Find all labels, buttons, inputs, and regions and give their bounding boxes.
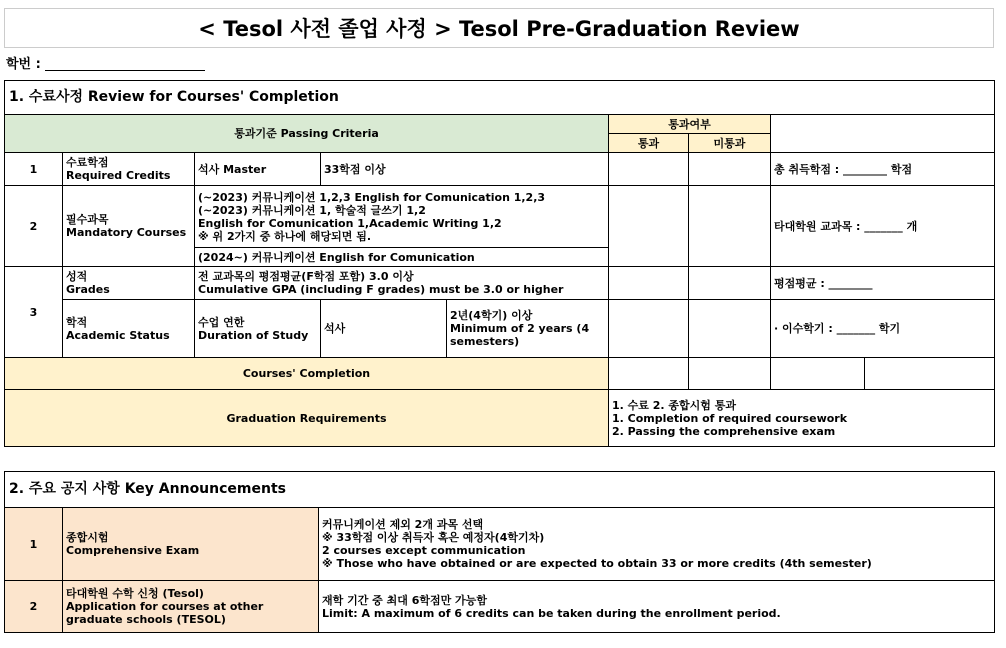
header-blank (771, 115, 995, 153)
completion-blank-1 (771, 358, 865, 390)
application-line1: 재학 기간 중 최대 6학점만 가능함 (322, 593, 487, 607)
gpa-line2: Cumulative GPA (including F grades) must be 3.0 or higher (198, 283, 564, 296)
other-school-application-en: Application for courses at other graduate schools (TESOL) (66, 600, 264, 626)
page-title: < Tesol 사전 졸업 사정 > Tesol Pre-Graduation Review (4, 8, 994, 48)
row3a-pass-cell[interactable] (609, 267, 689, 300)
student-id-label: 학번 : (6, 57, 41, 72)
grad-line3: 2. Passing the comprehensive exam (612, 424, 836, 438)
duration-label (195, 300, 321, 358)
academic-status-ko: 학적 (66, 315, 88, 329)
grades-ko: 성적 (66, 270, 88, 283)
minimum-duration (447, 300, 609, 358)
completion-pass-cell[interactable] (609, 358, 689, 390)
student-id-blank[interactable] (45, 58, 205, 71)
mandatory-line4: ※ 위 2가지 중 하나에 해당되면 됨. (198, 229, 372, 243)
mandatory-courses-ko: 필수과목 (66, 213, 109, 226)
academic-status-en: Academic Status (66, 328, 170, 342)
semesters-note: · 이수학기 : _______ 학기 (771, 300, 995, 358)
other-school-application-label (63, 581, 319, 633)
other-school-application-ko: 타대학원 수학 신청 (Tesol) (66, 587, 204, 600)
exam-line3: 2 courses except communication (322, 544, 526, 557)
exam-line2: ※ 33학점 이상 취득자 혹은 예정자(4학기차) (322, 531, 545, 544)
gpa-note: 평점평균 : ________ (771, 267, 995, 300)
row2-pass-cell[interactable] (609, 186, 689, 267)
status-degree: 석사 (321, 300, 447, 358)
required-credits-en: Required Credits (66, 169, 171, 182)
exam-line4: ※ Those who have obtained or are expected to obtain 33 or more credits (4th semester) (322, 557, 872, 570)
master-degree: 석사 Master (195, 153, 321, 186)
row3-number: 3 (5, 267, 63, 358)
academic-status-label (63, 300, 195, 358)
duration-en: Duration of Study (198, 328, 309, 342)
grades-en: Grades (66, 283, 110, 296)
row3a-fail-cell[interactable] (689, 267, 771, 300)
grad-line1: 1. 수료 2. 종합시험 통과 (612, 398, 736, 412)
mandatory-courses-detail (195, 186, 609, 248)
exam-line1: 커뮤니케이션 제외 2개 과목 선택 (322, 518, 484, 531)
min-duration-en: Minimum of 2 years (4 semesters) (450, 322, 590, 348)
min-duration-ko: 2년(4학기) 이상 (450, 309, 533, 322)
fail-column-header: 미통과 (689, 134, 771, 153)
other-school-courses-note: 타대학원 교과목 : _______ 개 (771, 186, 995, 267)
required-credits-ko: 수료학점 (66, 156, 109, 169)
comprehensive-exam-detail (319, 508, 995, 581)
total-credits-note: 총 취득학점 : ________ 학점 (771, 153, 995, 186)
gpa-line1: 전 교과목의 평점평균(F학점 포함) 3.0 이상 (198, 270, 414, 283)
mandatory-courses-en: Mandatory Courses (66, 226, 187, 239)
row3b-pass-cell[interactable] (609, 300, 689, 358)
mandatory-line3: English for Comunication 1,Academic Writing 1,2 (198, 216, 502, 230)
completion-review-table (4, 80, 995, 447)
student-id-field (6, 52, 996, 78)
announcement1-number: 1 (5, 508, 63, 581)
mandatory-line2: (~2023) 커뮤니케이션 1, 학술적 글쓰기 1,2 (198, 203, 426, 217)
row1-fail-cell[interactable] (689, 153, 771, 186)
mandatory-courses-label (63, 186, 195, 267)
pass-column-header: 통과 (609, 134, 689, 153)
grad-line2: 1. Completion of required coursework (612, 411, 848, 425)
required-credits-label (63, 153, 195, 186)
duration-ko: 수업 연한 (198, 315, 245, 329)
row1-number: 1 (5, 153, 63, 186)
grades-label (63, 267, 195, 300)
comprehensive-exam-en: Comprehensive Exam (66, 544, 200, 557)
credits-requirement: 33학점 이상 (321, 153, 609, 186)
mandatory-line1: (~2023) 커뮤니케이션 1,2,3 English for Comunication 1,2,3 (198, 190, 546, 204)
mandatory-2024-line: (2024~) 커뮤니케이션 English for Comunication (195, 248, 609, 267)
row3b-fail-cell[interactable] (689, 300, 771, 358)
gpa-requirement (195, 267, 609, 300)
row1-pass-cell[interactable] (609, 153, 689, 186)
announcements-table (4, 471, 995, 633)
completion-blank-2 (865, 358, 995, 390)
other-school-application-detail (319, 581, 995, 633)
comprehensive-exam-label (63, 508, 319, 581)
row2-fail-cell[interactable] (689, 186, 771, 267)
section2-heading: 2. 주요 공지 사항 Key Announcements (5, 472, 995, 508)
announcement2-number: 2 (5, 581, 63, 633)
comprehensive-exam-ko: 종합시험 (66, 531, 109, 544)
row2-number: 2 (5, 186, 63, 267)
passing-criteria-header: 통과기준 Passing Criteria (5, 115, 609, 153)
completion-fail-cell[interactable] (689, 358, 771, 390)
graduation-requirements-label: Graduation Requirements (5, 390, 609, 447)
pass-status-header: 통과여부 (609, 115, 771, 134)
courses-completion-label: Courses' Completion (5, 358, 609, 390)
application-line2: Limit: A maximum of 6 credits can be taken during the enrollment period. (322, 606, 781, 620)
graduation-requirements-detail (609, 390, 995, 447)
section1-heading: 1. 수료사정 Review for Courses' Completion (5, 81, 995, 115)
